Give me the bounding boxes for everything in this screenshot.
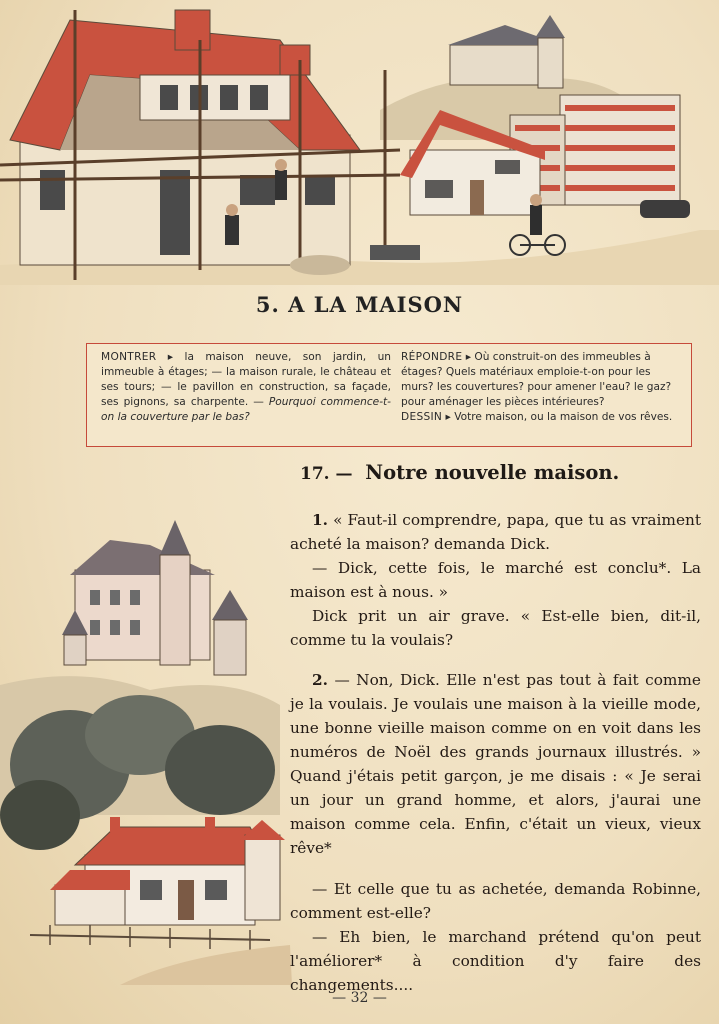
montrer-text: la maison neuve, son jardin, un immeuble à étages; — la maison rurale, le château et ses tours; — le pavillon en construction, sa façade, ses pignons, sa charpente. — bbox=[101, 351, 392, 408]
house-under-construction-drawing bbox=[0, 10, 420, 280]
montrer-label: MONTRER bbox=[101, 351, 157, 363]
paragraph-1-text: « Faut-il comprendre, papa, que tu as vraiment acheté la maison? demanda Dick. bbox=[290, 511, 701, 553]
lesson-number: 17. — bbox=[300, 464, 353, 484]
dessin-label: DESSIN bbox=[401, 411, 443, 423]
paragraph-2 bbox=[290, 668, 701, 860]
chateau-drawing bbox=[62, 520, 248, 675]
instructions-box bbox=[86, 343, 692, 447]
repondre-label: RÉPONDRE bbox=[401, 351, 463, 363]
repondre-text: Où construit-on des immeubles à étages? Quels matériaux emploie-t-on pour les murs? les couvertures? pour amener l'eau? le gaz? pour aménager les pièces intérieures? bbox=[401, 351, 672, 408]
rural-house-drawing bbox=[50, 817, 285, 925]
dessin-text: Votre maison, ou la maison de vos rêves. bbox=[454, 411, 673, 423]
paragraph-2-number: 2. bbox=[312, 671, 328, 689]
paragraph-2-text: — Non, Dick. Elle n'est pas tout à fait comme je la voulais. Je voulais une maison à la vieille mode, une bonne vieille maison comme on en voit dans les numéros de Noël des grands journaux illustrés. » Quand j'étais petit garçon, je me disais : « Je serai un jour un grand homme, et alors, j'aurai une maison comme cela. Enfin, c'était un vieux, vieux rêve* bbox=[290, 671, 701, 857]
paragraph-1-number: 1. bbox=[312, 511, 328, 529]
paragraph-1 bbox=[290, 508, 701, 652]
chapter-title: 5. A LA MAISON bbox=[255, 292, 464, 317]
paragraph-3 bbox=[290, 877, 701, 997]
paragraph-1b: — Dick, cette fois, le marché est conclu*. La maison est à nous. » bbox=[290, 559, 701, 601]
instructions-left: MONTRER ▸ la maison neuve, son jardin, un immeuble à étages; — la maison rurale, le château et ses tours; — le pavillon en construction, sa façade, ses pignons, sa charpente. — Pourquoi commence-t-on la couverture par le bas? bbox=[101, 351, 392, 423]
top-illustration bbox=[0, 0, 719, 285]
montrer-question: Pourquoi commence-t-on la couverture par le bas? bbox=[101, 396, 392, 423]
lesson-title-text: Notre nouvelle maison. bbox=[365, 461, 620, 484]
paragraph-1c: Dick prit un air grave. « Est-elle bien, dit-il, comme tu la voulais? bbox=[290, 607, 701, 649]
paragraph-2c: — Eh bien, le marchand prétend qu'on peut l'améliorer* à condition d'y faire des changements.... bbox=[290, 928, 701, 994]
page-number: — 32 — bbox=[332, 990, 387, 1006]
castle-drawing bbox=[448, 15, 565, 88]
lesson-title bbox=[300, 461, 700, 484]
paragraph-2b: — Et celle que tu as achetée, demanda Robinne, comment est-elle? bbox=[290, 880, 701, 922]
left-illustration bbox=[0, 515, 292, 985]
instructions-right: RÉPONDRE ▸ Où construit-on des immeubles à étages? Quels matériaux emploie-t-on pour les murs? les couvertures? pour amener l'eau? le gaz? pour aménager les pièces intérieures? DESSIN ▸ Votre maison, ou la maison de vos rêves. bbox=[401, 351, 673, 423]
